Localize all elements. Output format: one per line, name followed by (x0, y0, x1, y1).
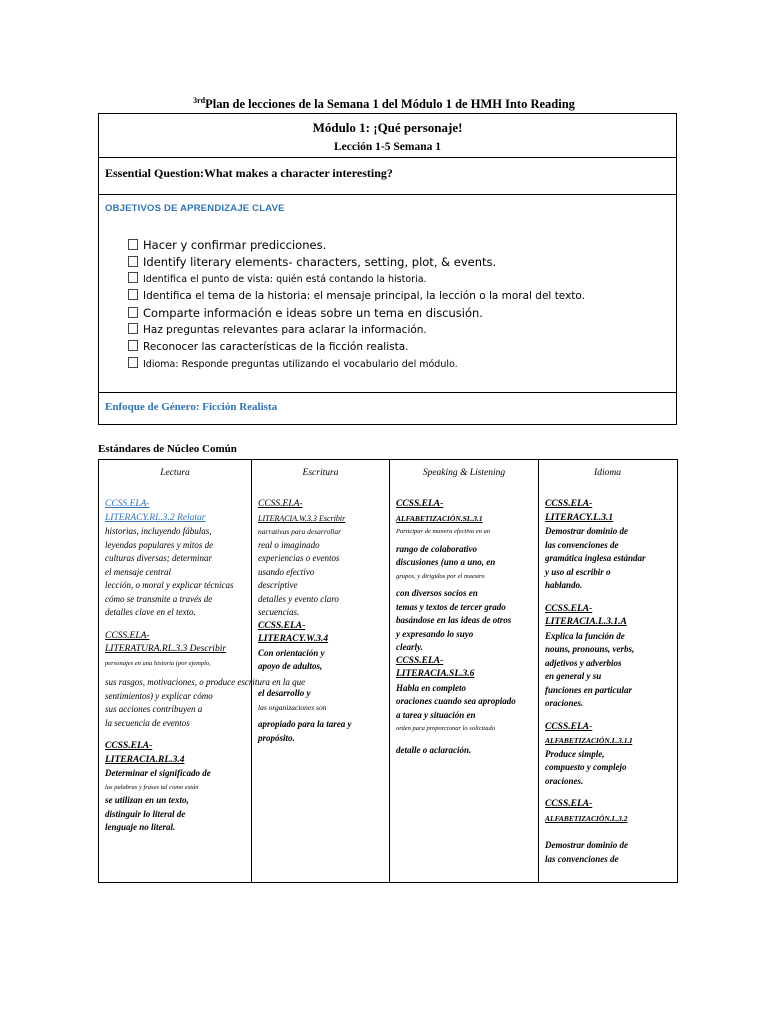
standard-text: lenguaje no literal. (105, 822, 176, 832)
standard-text: detalles y evento claro (258, 593, 339, 604)
standard-text: descriptive (258, 580, 298, 590)
checkbox-icon (128, 357, 138, 368)
standard-code: CCSS.ELA- (545, 603, 593, 614)
standard-text: experiencias o eventos (258, 553, 340, 563)
standards-heading: Estándares de Núcleo Común (98, 443, 237, 455)
standard-text: detalles clave en el texto. (105, 607, 196, 617)
standard-text: distinguir lo literal de (105, 808, 186, 819)
standard-text: narrativas para desarrollar (258, 527, 342, 536)
genre-focus: Enfoque de Género: Ficción Realista (105, 401, 278, 413)
standard-text: temas y textos de tercer grado (396, 601, 506, 612)
standard-text: historias, incluyendo fábulas, (105, 526, 212, 536)
column-body (252, 482, 389, 745)
standard-text: en general y su (545, 671, 602, 681)
standard-text: sus rasgos, motivaciones, o produce escritura en la que (105, 677, 306, 687)
standard-code: LITERACIA.RL.3.4 (105, 754, 185, 765)
standard-code: LITERACY.L.3.1 (545, 512, 614, 523)
checkbox-icon (128, 340, 138, 351)
standard-text: oraciones. (545, 775, 584, 786)
objectives-list (128, 237, 585, 373)
standard-text: nouns, pronouns, verbs, (545, 644, 635, 654)
standard-text: Participar de manera efectiva en un (396, 528, 491, 535)
objectives-section (99, 195, 676, 393)
standards-table (98, 459, 678, 883)
standard-code: CCSS.ELA- (545, 799, 593, 809)
standard-code: ALFABETIZACIÓN.L.3.1.I (545, 736, 633, 745)
standard-code-link[interactable]: LITERACY.RL.3.2 Relatar (105, 512, 206, 523)
standard-code: CCSS.ELA- (258, 499, 303, 509)
standard-code: LITERACIA.W.3.3 Escribir (258, 513, 346, 523)
module-row (99, 114, 676, 158)
standard-text: oraciones. (545, 698, 584, 708)
column-body (390, 482, 538, 757)
standard-text: las convenciones de (545, 539, 619, 550)
standard-code: CCSS.ELA- (105, 630, 150, 641)
standard-text: Habla en completo (396, 682, 466, 693)
checkbox-icon (128, 256, 138, 267)
standard-code: LITERATURA.RL.3.3 Describir (105, 644, 227, 654)
standard-code: ALFABETIZACIÓN.SL.3.1 (396, 513, 483, 523)
objective-item: Identifica el punto de vista: quién está contando la historia. (128, 271, 585, 288)
standard-text: propósito. (258, 732, 295, 743)
standard-text: clearly. (396, 642, 423, 652)
standard-text: y expresando lo suyo (396, 628, 474, 639)
standard-text: leyendas populares y mitos de (105, 539, 214, 550)
standard-text: hablando. (545, 580, 583, 590)
standard-text (258, 674, 389, 688)
standard-text: usando efectivo (258, 566, 315, 577)
standard-text: detalle o aclaración. (396, 744, 472, 755)
standard-text: y uso al escribir o (545, 566, 611, 577)
module-title: Módulo 1: ¡Qué personaje! (312, 120, 463, 135)
standard-text: apoyo de adultos, (258, 661, 323, 671)
standard-text: sentimientos) y explicar cómo (105, 690, 213, 701)
standard-text: rango de colaborativo (396, 543, 477, 554)
objective-item: Identifica el tema de la historia: el mensaje principal, la lección o la moral del texto. (128, 288, 585, 305)
checkbox-icon (128, 323, 138, 334)
column-header: Idioma (594, 468, 621, 478)
standard-text: secuencias. (258, 607, 300, 617)
standard-text: culturas diversas; determinar (105, 553, 212, 563)
checkbox-icon (128, 272, 138, 283)
lesson-subtitle: Lección 1-5 Semana 1 (333, 141, 441, 153)
checkbox-icon (128, 289, 138, 300)
objectives-heading: OBJETIVOS DE APRENDIZAJE CLAVE (105, 203, 285, 214)
standard-text: las palabras y frases tal como están (105, 783, 199, 791)
standard-text: lección, o moral y explicar técnicas (105, 580, 234, 590)
standard-text: Demostrar dominio de (545, 840, 629, 850)
grade-superscript: 3rd (193, 96, 206, 105)
column-header: Escritura (302, 468, 339, 478)
standard-text: real o imaginado (258, 539, 320, 550)
page-title (0, 96, 768, 112)
standard-text: con diversos socios en (396, 588, 478, 598)
column-header: Speaking & Listening (422, 468, 506, 478)
standard-code: CCSS.ELA- (396, 499, 444, 509)
standard-text: basándose en las ideas de otros (396, 615, 512, 625)
objective-item: Identify literary elements- characters, setting, plot, & events. (128, 254, 585, 271)
standard-text: compuesto y complejo (545, 762, 627, 772)
standard-text: el mensaje central (105, 566, 171, 577)
objective-item: Comparte información e ideas sobre un tema en discusión. (128, 305, 585, 322)
lesson-plan-box (98, 113, 677, 425)
standard-text: Determinar el significado de (105, 768, 211, 778)
column-body (539, 482, 676, 866)
standard-text: grupos, y dirigidos por el maestro (396, 572, 485, 580)
standard-code: LITERACIA.L.3.1.A (545, 617, 627, 627)
standard-code: CCSS.ELA- (396, 655, 444, 666)
standard-text: funciones en particular (545, 684, 633, 695)
standard-code: CCSS.ELA- (545, 499, 593, 509)
standard-text: Explica la función de (545, 630, 625, 641)
standard-text: las organizaciones son (258, 702, 327, 712)
standard-text: cómo se transmite a través de (105, 593, 213, 604)
standard-code: CCSS.ELA- (545, 721, 593, 732)
objective-item: Haz preguntas relevantes para aclarar la información. (128, 322, 585, 339)
standard-text: Produce simple, (545, 748, 605, 759)
objective-item: Reconocer las características de la ficción realista. (128, 339, 585, 356)
checkbox-icon (128, 239, 138, 250)
standard-text: gramática inglesa estándar (545, 553, 646, 563)
standard-text: el desarrollo y (258, 688, 311, 698)
standard-text: las convenciones de (545, 853, 619, 864)
standard-code: ALFABETIZACIÓN.L.3.2 (545, 813, 628, 823)
standard-text: oraciones cuando sea apropiado (396, 696, 516, 706)
standard-text: personajes en una historia (por ejemplo, (105, 659, 211, 667)
standard-code: CCSS.ELA- (258, 620, 306, 631)
essential-question: Essential Question:What makes a character interesting? (99, 158, 676, 195)
standard-text: adjetivos y adverbios (545, 657, 622, 668)
standard-text: orden para proporcionar lo solicitado (396, 725, 495, 732)
page-title-text: Plan de lecciones de la Semana 1 del Módulo 1 de HMH Into Reading (205, 97, 575, 112)
checkbox-icon (128, 307, 138, 318)
standard-text: se utilizan en un texto, (105, 795, 189, 805)
standard-code-link[interactable]: CCSS.ELA- (105, 499, 150, 509)
standard-text: la secuencia de eventos (105, 717, 190, 728)
standard-text: a tarea y situación en (396, 709, 476, 720)
standard-code: LITERACY.W.3.4 (258, 634, 329, 644)
genre-row (99, 393, 676, 413)
standards-column-language (539, 460, 676, 882)
standard-text: Demostrar dominio de (545, 526, 629, 536)
objective-item: Hacer y confirmar predicciones. (128, 237, 585, 254)
standards-column-writing (252, 460, 390, 882)
column-header: Lectura (160, 468, 190, 478)
standards-column-speaking (390, 460, 539, 882)
standard-text: apropiado para la tarea y (258, 719, 352, 729)
standard-text: sus acciones contribuyen a (105, 704, 203, 714)
standard-text: Con orientación y (258, 647, 325, 658)
objective-item: Idioma: Responde preguntas utilizando el vocabulario del módulo. (128, 356, 585, 373)
standard-code: LITERACIA.SL.3.6 (396, 669, 475, 679)
standard-code: CCSS.ELA- (105, 741, 153, 751)
standard-text: discusiones (uno a uno, en (396, 557, 496, 567)
